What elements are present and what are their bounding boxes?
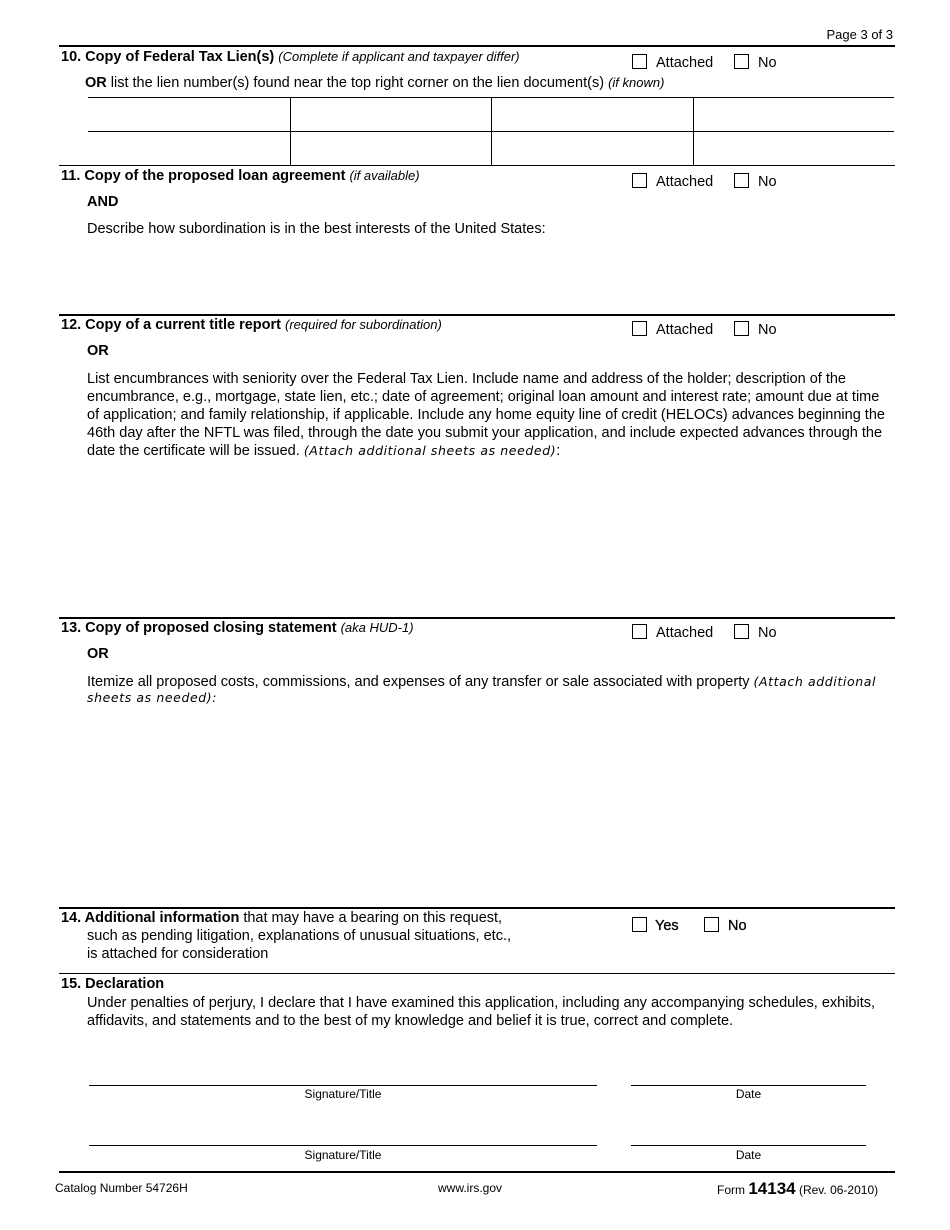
item-10-title: 10. Copy of Federal Tax Lien(s)	[61, 49, 275, 65]
item-12-heading	[61, 317, 442, 333]
form-revision: (Rev. 06-2010)	[798, 1183, 879, 1197]
item-10-or: OR	[85, 75, 107, 91]
lien-number-cell[interactable]	[696, 134, 892, 163]
signature-label-1: Signature/Title	[304, 1087, 382, 1101]
lien-number-cell[interactable]	[696, 99, 892, 129]
item-10-heading	[61, 49, 520, 65]
section-divider	[59, 314, 895, 316]
catalog-number: Catalog Number 54726H	[55, 1181, 188, 1195]
item-12-attached-label: Attached	[656, 322, 714, 338]
item-11-no-label: No	[758, 174, 777, 190]
form-id	[717, 1179, 878, 1199]
item-13-or: OR	[87, 646, 109, 662]
item-12-no-checkbox[interactable]	[734, 321, 749, 336]
section-divider	[59, 45, 895, 47]
date-line-2[interactable]	[631, 1145, 866, 1146]
item-12-note: (required for subordination)	[285, 317, 442, 332]
item-13-itemize-field[interactable]	[87, 712, 893, 902]
item-14-yes-label: Yes	[655, 918, 679, 934]
item-11-heading	[61, 168, 420, 184]
website: www.irs.gov	[438, 1181, 503, 1195]
item-15-declaration-text: Under penalties of perjury, I declare that I have examined this application, including any accompanying schedules, exhibits, affidavits, and statements and to the best of my knowledge and belief it is true, correct and complete.	[87, 995, 876, 1029]
item-12-instructions	[87, 370, 892, 460]
item-13-attached-label: Attached	[656, 625, 714, 641]
item-13-note: (aka HUD-1)	[340, 620, 414, 635]
signature-line-2[interactable]	[89, 1145, 597, 1146]
item-11-title: 11. Copy of the proposed loan agreement	[61, 168, 346, 184]
item-12-attach-note: (Attach additional sheets as needed)	[303, 443, 557, 458]
item-14-line3: is attached for consideration	[87, 946, 269, 962]
lien-number-cell[interactable]	[293, 134, 489, 163]
item-13-attach-note: (Attach additional sheets as needed):	[87, 674, 877, 705]
item-10-attached-label: Attached	[656, 55, 714, 71]
item-14-line2: such as pending litigation, explanations of unusual situations, etc.,	[87, 928, 511, 944]
date-label-1: Date	[735, 1087, 762, 1101]
item-11-describe-label: Describe how subordination is in the best interests of the United States:	[87, 221, 546, 237]
footer-divider	[59, 1171, 895, 1173]
item-11-note: (if available)	[349, 168, 420, 183]
item-11-attached-label: Attached	[656, 174, 714, 190]
item-14-no-label: No	[728, 918, 747, 934]
item-15-title: 15. Declaration	[61, 976, 165, 992]
item-11-attached-checkbox[interactable]	[632, 173, 647, 188]
item-12-no-label: No	[758, 322, 777, 338]
item-12-attached-checkbox[interactable]	[632, 321, 647, 336]
item-12-or: OR	[87, 343, 109, 359]
item-12-title: 12. Copy of a current title report	[61, 317, 281, 333]
item-10-list-text: list the lien number(s) found near the top right corner on the lien document(s)	[110, 75, 605, 91]
item-13-attached-checkbox[interactable]	[632, 624, 647, 639]
form-prefix: Form	[717, 1183, 745, 1197]
item-11-describe-field[interactable]	[87, 242, 893, 310]
lien-number-cell[interactable]	[90, 134, 288, 163]
item-13-title: 13. Copy of proposed closing statement	[61, 620, 337, 636]
lien-number-cell[interactable]	[90, 99, 288, 129]
page-number: Page 3 of 3	[826, 27, 893, 42]
item-14-line1: that may have a bearing on this request,	[243, 910, 503, 926]
signature-line-1[interactable]	[89, 1085, 597, 1086]
item-10-note: (Complete if applicant and taxpayer differ)	[278, 49, 520, 64]
item-12-colon: :	[556, 443, 561, 459]
signature-label-2: Signature/Title	[304, 1148, 382, 1162]
item-12-list-text: List encumbrances with seniority over the Federal Tax Lien. Include name and address of the holder; description of the encumbrance, e.g., mortgage, state lien, etc.; date of agreement; original loan amount and interest rate; amount due at time of application; and family relationship, if applicable. Include any home equity line of credit (HELOCs) advances beginning the 46th day after the NFTL was filed, through the date you submit your application, and include expected advances through the date the certificate will be issued.	[87, 371, 885, 459]
item-13-heading	[61, 620, 414, 636]
item-12-encumbrances-field[interactable]	[87, 466, 893, 612]
section-divider	[59, 165, 895, 166]
item-13-no-label: No	[758, 625, 777, 641]
item-14-heading	[61, 909, 502, 927]
lien-number-cell[interactable]	[293, 99, 489, 129]
item-10-list-note: (if known)	[608, 75, 665, 90]
item-14-yes-checkbox[interactable]	[632, 917, 647, 932]
item-13-itemize-text: Itemize all proposed costs, commissions, and expenses of any transfer or sale associated with property	[87, 674, 750, 690]
lien-number-table	[88, 97, 894, 165]
lien-number-cell[interactable]	[494, 99, 691, 129]
date-line-1[interactable]	[631, 1085, 866, 1086]
item-10-no-label: No	[758, 55, 777, 71]
item-10-attached-checkbox[interactable]	[632, 54, 647, 69]
item-10-or-line	[85, 75, 664, 91]
item-11-and: AND	[87, 194, 119, 210]
lien-number-cell[interactable]	[494, 134, 691, 163]
section-divider	[59, 617, 895, 619]
item-10-no-checkbox[interactable]	[734, 54, 749, 69]
item-14-title: 14. Additional information	[61, 910, 240, 926]
item-13-instructions	[87, 674, 892, 706]
section-divider	[59, 973, 895, 974]
form-number: 14134	[748, 1179, 796, 1198]
item-14-no-checkbox[interactable]	[704, 917, 719, 932]
date-label-2: Date	[735, 1148, 762, 1162]
item-11-no-checkbox[interactable]	[734, 173, 749, 188]
item-13-no-checkbox[interactable]	[734, 624, 749, 639]
